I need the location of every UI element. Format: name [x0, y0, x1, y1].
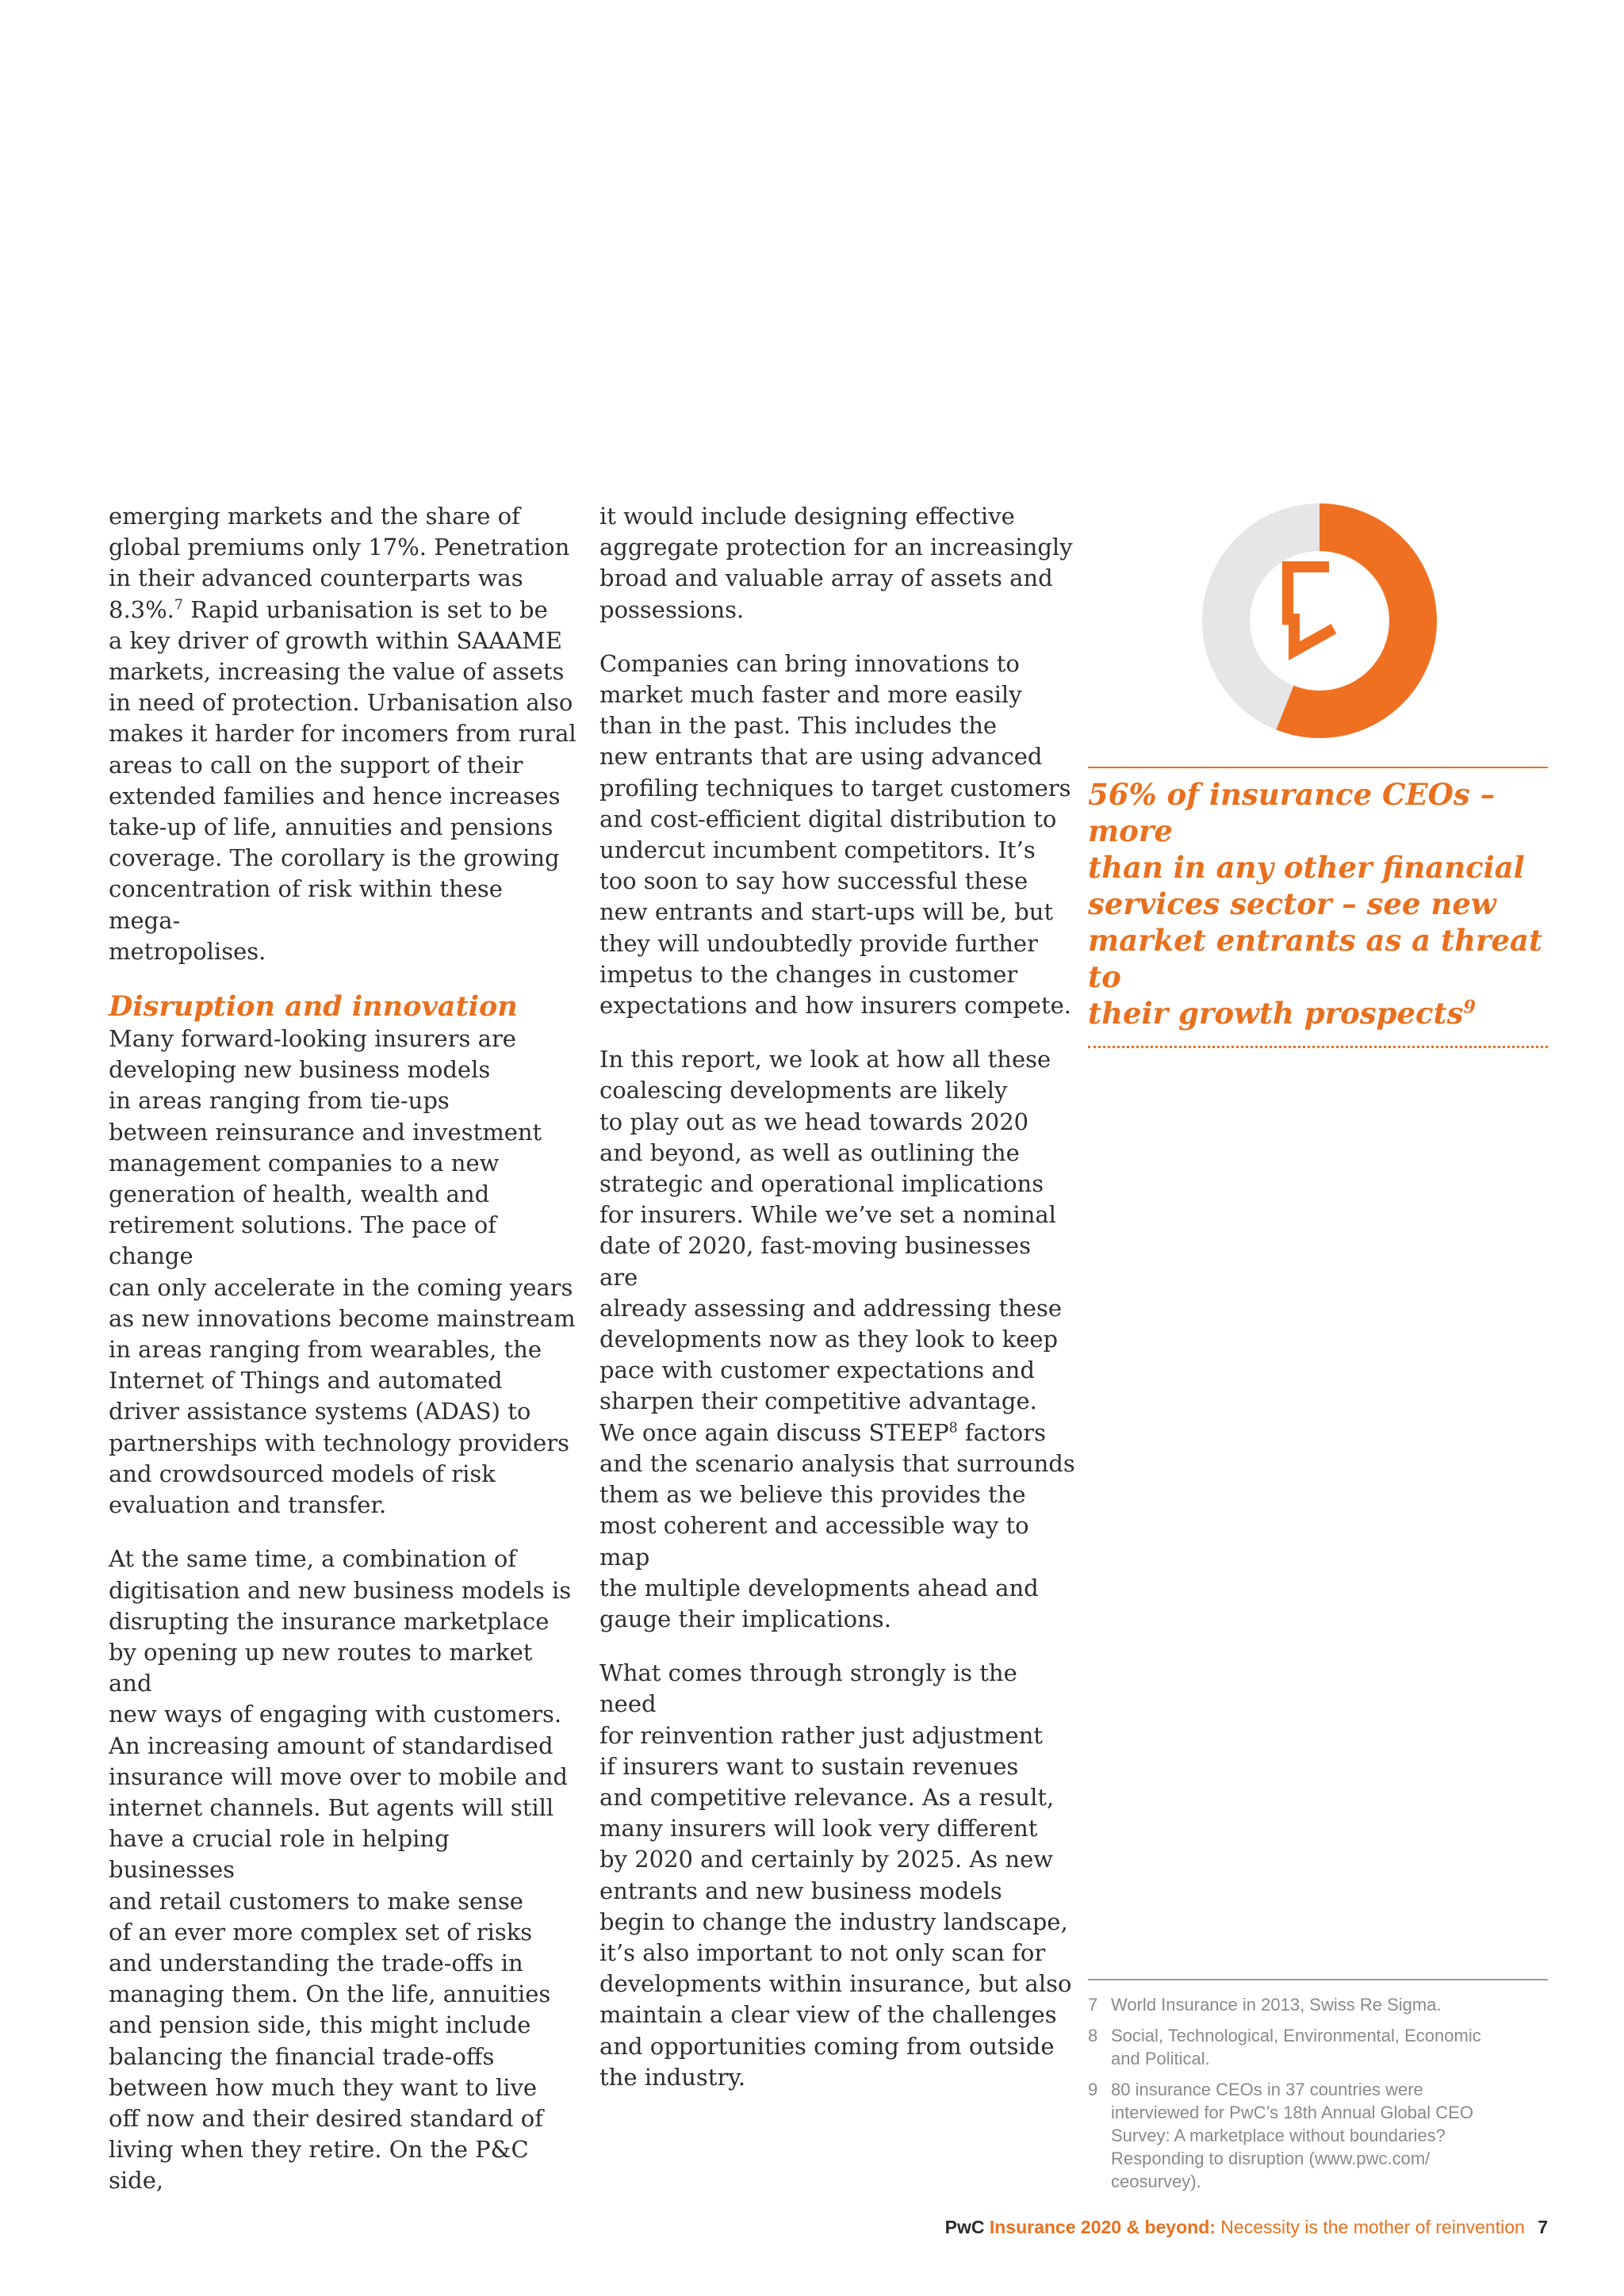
footer-brand: PwC — [944, 2217, 985, 2237]
footnote-ref[interactable]: 8 — [948, 1420, 958, 1437]
paragraph: it would include designing effective aggregate protection for an increasingly broad and valuable array of assets and possessions. — [599, 503, 1073, 623]
footnote-ref[interactable]: 9 — [1463, 997, 1476, 1018]
footnote-number: 9 — [1088, 2080, 1098, 2099]
speech-bubble-icon — [1288, 567, 1334, 651]
body-column-middle — [599, 501, 1075, 2093]
footnote — [1088, 1993, 1548, 2016]
footnote — [1088, 2024, 1548, 2070]
paragraph: Many forward-looking insurers are developing new business models in areas ranging from tie-ups between reinsurance and investment management companies to a new generation of health, wealth and retirement solutions. The pace of change can only accelerate in the coming years as new innovations become mainstream in areas ranging from wearables, the Internet of Things and automated driver assistance systems (ADAS) to partnerships with technology providers and crowdsourced models of risk evaluation and transfer. — [109, 1025, 576, 1519]
section-heading: Disruption and innovation — [109, 990, 518, 1024]
footnote — [1088, 2078, 1548, 2193]
paragraph: At the same time, a combination of digitisation and new business models is disrupting the insurance marketplace by opening up new routes to market and new ways of engaging with customers. An increasing amount of standardised insurance will move over to mobile and internet channels. But agents will still have a crucial role in helping businesses and retail customers to make sense of an ever more complex set of risks and understanding the trade-offs in managing them. On the life, annuities and pension side, this might include balancing the financial trade-offs between how much they want to live off now and their desired standard of living when they retire. On the P&C side, — [109, 1545, 572, 2195]
footnotes — [1088, 1979, 1548, 2201]
page-number: 7 — [1538, 2217, 1548, 2237]
donut-chart — [1201, 502, 1438, 740]
footnote-number: 7 — [1088, 1995, 1098, 2015]
footer-report-subtitle: Necessity is the mother of reinvention — [1220, 2217, 1525, 2237]
paragraph: emerging markets and the share of global premiums only 17%. Penetration in their advanced counterparts was 8.3%.$^7$ Rapid urbanisation is set to be a key driver of growth within SAAAME markets, increasing the value of assets in need of protection. Urbanisation also makes it harder for incomers from rural areas to call on the support of their extended families and hence increases take-up of life, annuities and pensions coverage. The corollary is the growing concentration of risk within these mega- metropolises. — [109, 503, 576, 965]
pull-quote-text: 56% of insurance CEOs – more than in any other financial services sector – see new market entrants as a threat to their growth prospects — [1088, 777, 1543, 1031]
page-footer — [945, 2215, 1548, 2239]
footnote-text: Social, Technological, Environmental, Economic and Political. — [1111, 2026, 1481, 2068]
paragraph: What comes through strongly is the need for reinvention rather just adjustment if insurers want to sustain revenues and competitive relevance. As a result, many insurers will look very different by 2020 and certainly by 2025. As new entrants and new business models begin to change the industry landscape, it’s also important to not only scan for developments within insurance, but also maintain a clear view of the challenges and opportunities coming from outside the industry. — [599, 1659, 1072, 2091]
paragraph: In this report, we look at how all these coalescing developments are likely to play out as we head towards 2020 and beyond, as well as outlining the strategic and operational implications for insurers. While we’ve set a nominal date of 2020, fast-moving businesses are already assessing and addressing these developments now as they look to keep pace with customer expectations and sharpen their competitive advantage. We once again discuss STEEP$^8$ factors and the scenario analysis that surrounds them as we believe this provides the most coherent and accessible way to map the multiple developments ahead and gauge their implications. — [599, 1046, 1075, 1632]
pull-quote — [1088, 767, 1548, 1048]
footnote-text: 80 insurance CEOs in 37 countries were interviewed for PwC’s 18th Annual Global CEO Survey: A marketplace without boundaries? Responding to disruption (www.pwc.com/ ceosurvey). — [1111, 2080, 1473, 2191]
footnote-text: World Insurance in 2013, Swiss Re Sigma. — [1111, 1995, 1442, 2015]
footnote-number: 8 — [1088, 2026, 1098, 2045]
footer-report-title: Insurance 2020 & beyond: — [989, 2217, 1216, 2237]
paragraph: Companies can bring innovations to market much faster and more easily than in the past. This includes the new entrants that are using advanced profiling techniques to target customers and cost-efficient digital distribution to undercut incumbent competitors. It’s too soon to say how successful these new entrants and start-ups will be, but they will undoubtedly provide further impetus to the changes in customer expectations and how insurers compete. — [599, 649, 1071, 1020]
footnote-ref[interactable]: 7 — [174, 596, 183, 613]
body-column-left — [109, 501, 576, 2197]
